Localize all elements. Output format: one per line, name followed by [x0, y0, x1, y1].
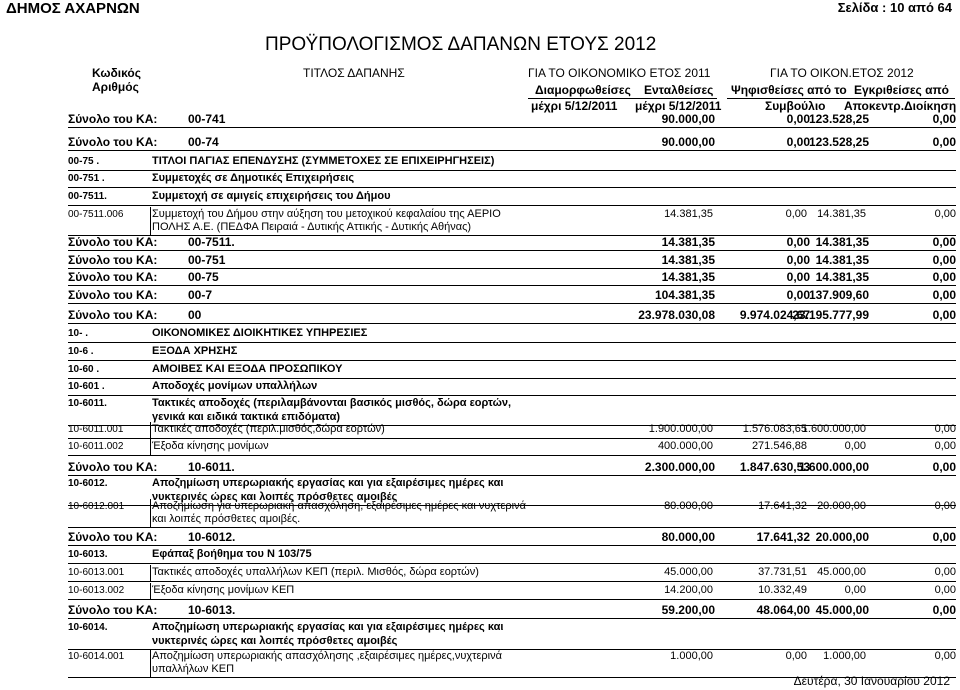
total-value: 59.200,00: [661, 603, 715, 617]
item-value: 0,00: [934, 500, 956, 512]
heading-row-rule: [68, 563, 956, 564]
item-value: 80.000,00: [664, 500, 713, 512]
heading-title: Συμμετοχή σε αμιγείς επιχειρήσεις του Δήμου: [152, 190, 391, 202]
total-label: Σύνολο του ΚΑ:: [68, 288, 158, 302]
total-code: 00-74: [188, 135, 219, 149]
total-value: 0,00: [932, 235, 956, 249]
heading-code: 10-601 .: [68, 381, 105, 392]
heading-title: ΕΞΟΔΑ ΧΡΗΣΗΣ: [152, 345, 238, 357]
page-number: Σελίδα : 10 από 64: [837, 0, 952, 15]
item-title-continued: ΠΟΛΗΣ Α.Ε. (ΠΕΔΦΑ Πειραιά - Δυτικής Αττικής - Δυτικής Αθήνας): [152, 221, 472, 233]
heading-title: Αποζημίωση υπερωριακής εργασίας και για εξαιρέσιμες ημέρες και: [152, 621, 504, 633]
total-value: 0,00: [932, 135, 956, 149]
total-code: 00: [188, 308, 202, 322]
item-value: 0,00: [785, 208, 807, 220]
total-value: 0,00: [932, 530, 956, 544]
heading-code: 10- .: [68, 328, 89, 339]
column-paid-date: μέχρι 5/12/2011: [635, 99, 722, 113]
total-value: 0,00: [786, 288, 810, 302]
column-council-label: Συμβούλιο: [765, 99, 826, 113]
total-value: 14.381,35: [661, 270, 715, 284]
item-value: 14.381,35: [664, 208, 713, 220]
item-title-continued: και λοιπές πρόσθετες αμοιβές.: [152, 513, 301, 525]
total-value: 0,00: [932, 460, 956, 474]
item-row-rule: [68, 581, 956, 582]
item-value: 0,00: [934, 208, 956, 220]
item-value: 17.641,32: [758, 500, 807, 512]
item-title: Τακτικές αποδοχές υπαλλήλων ΚΕΠ (περιλ. Μισθός, δώρα εορτών): [152, 566, 479, 578]
total-value: 90.000,00: [661, 112, 715, 126]
total-value: 0,00: [786, 112, 810, 126]
organization-name: ΔΗΜΟΣ ΑΧΑΡΝΩΝ: [6, 0, 140, 17]
total-row-rule: [68, 250, 956, 251]
total-value: 23.978.030,08: [638, 308, 715, 322]
total-code: 00-741: [188, 112, 226, 126]
heading-title: Εφάπαξ βοήθημα του Ν 103/75: [152, 548, 312, 560]
item-value: 0,00: [934, 440, 956, 452]
total-row-rule: [68, 303, 956, 304]
item-value: 1.576.083,65: [742, 423, 807, 435]
heading-title-continued: γενικά και ειδικά τακτικά επιδόματα): [152, 411, 340, 423]
column-voted-label: Ψηφισθείσες από το: [731, 83, 847, 97]
total-value: 17.641,32: [756, 530, 810, 544]
heading-title: ΑΜΟΙΒΕΣ ΚΑΙ ΕΞΟΔΑ ΠΡΟΣΩΠΙΚΟΥ: [152, 363, 343, 375]
item-value: 37.731,51: [758, 566, 807, 578]
item-row-rule: [68, 455, 956, 456]
item-title: Αποζημίωση για υπερωριακή απασχόληση, εξαιρέσιμες ημέρες και νυχτερινά: [152, 500, 526, 512]
total-value: 104.381,35: [654, 288, 715, 302]
total-value: 123.528,25: [808, 135, 869, 149]
heading-title: ΟΙΚΟΝΟΜΙΚΕΣ ΔΙΟΙΚΗΤΙΚΕΣ ΥΠΗΡΕΣΙΕΣ: [152, 327, 368, 339]
total-label: Σύνολο του ΚΑ:: [68, 270, 158, 284]
total-value: 23.195.777,99: [792, 308, 869, 322]
heading-code: 10-6013.: [68, 549, 108, 560]
heading-title: Συμμετοχές σε Δημοτικές Επιχειρήσεις: [152, 172, 355, 184]
total-value: 14.381,35: [815, 235, 869, 249]
item-code: 10-6013.002: [68, 585, 125, 596]
total-row-rule: [68, 127, 956, 128]
total-label: Σύνολο του ΚΑ:: [68, 135, 158, 149]
item-value: 400.000,00: [657, 440, 713, 452]
total-row-rule: [68, 323, 956, 324]
item-value: 14.200,00: [664, 584, 713, 596]
item-value: 0,00: [934, 423, 956, 435]
heading-code: 10-6 .: [68, 346, 94, 357]
heading-title: Αποδοχές μονίμων υπαλλήλων: [152, 380, 318, 392]
item-code: 10-6013.001: [68, 567, 125, 578]
item-title-divider: [150, 649, 497, 677]
total-value: 0,00: [786, 253, 810, 267]
item-value: 1.600.000,00: [801, 423, 866, 435]
total-value: 90.000,00: [661, 135, 715, 149]
item-value: 45.000,00: [664, 566, 713, 578]
item-value: 0,00: [934, 566, 956, 578]
item-row-rule: [68, 527, 956, 528]
total-value: 1.847.630,53: [739, 460, 810, 474]
column-fy2011-label: ΓΙΑ ΤΟ ΟΙΚΟΝΟΜΙΚΟ ΕΤΟΣ 2011: [528, 66, 711, 80]
item-value: 0,00: [934, 584, 956, 596]
total-row-rule: [68, 545, 956, 546]
header-underline-fy2012: [727, 98, 955, 99]
item-value: 14.381,35: [817, 208, 866, 220]
item-value: 0,00: [844, 440, 866, 452]
total-value: 123.528,25: [808, 112, 869, 126]
total-value: 0,00: [932, 253, 956, 267]
column-title-label: ΤΙΤΛΟΣ ΔΑΠΑΝΗΣ: [303, 66, 405, 80]
item-title: Έξοδα κίνησης μονίμων: [152, 440, 269, 452]
item-title-divider: [150, 207, 497, 235]
heading-title: ΤΙΤΛΟΙ ΠΑΓΙΑΣ ΕΠΕΝΔΥΣΗΣ (ΣΥΜΜΕΤΟΧΕΣ ΣΕ ΕΠΙΧΕΙΡΗΓΗΣΕΙΣ): [152, 155, 495, 167]
total-code: 00-751: [188, 253, 226, 267]
total-label: Σύνολο του ΚΑ:: [68, 235, 158, 249]
total-code: 10-6012.: [188, 530, 236, 544]
footer-date: Δευτέρα, 30 Ιανουαρίου 2012: [793, 674, 950, 688]
item-code: 00-7511.006: [68, 209, 124, 220]
total-value: 0,00: [932, 603, 956, 617]
total-row-rule: [68, 268, 956, 269]
total-row-rule: [68, 475, 956, 476]
total-code: 00-7: [188, 288, 213, 302]
total-code: 10-6013.: [188, 603, 236, 617]
heading-code: 00-751 .: [68, 173, 105, 184]
total-value: 20.000,00: [815, 530, 869, 544]
item-code: 10-6014.001: [68, 651, 125, 662]
heading-title-continued: νυκτερινές ώρες και λοιπές πρόσθετες αμοιβές: [152, 635, 398, 647]
item-value: 1.000,00: [823, 650, 866, 662]
total-row-rule: [68, 618, 956, 619]
total-value: 0,00: [932, 308, 956, 322]
item-title: Αποζημίωση υπερωριακής απασχόλησης ,εξαιρέσιμες ημέρες,νυχτερινά: [152, 650, 502, 662]
item-value: 45.000,00: [817, 566, 866, 578]
item-title-divider: [150, 422, 497, 438]
total-label: Σύνολο του ΚΑ:: [68, 460, 158, 474]
item-value: 1.900.000,00: [648, 423, 713, 435]
total-value: 137.909,60: [808, 288, 869, 302]
item-title: Έξοδα κίνησης μονίμων ΚΕΠ: [152, 584, 295, 596]
item-title-divider: [150, 439, 497, 455]
item-value: 10.332,49: [758, 584, 807, 596]
column-number-label: Αριθμός: [92, 80, 139, 94]
total-value: 14.381,35: [815, 270, 869, 284]
heading-row-rule: [68, 395, 956, 396]
total-value: 0,00: [786, 135, 810, 149]
total-code: 00-7511.: [188, 235, 235, 249]
total-value: 14.381,35: [815, 253, 869, 267]
header-underline-fy2011: [528, 98, 717, 99]
column-admin-label: Αποκεντρ.Διοίκηση: [844, 99, 957, 113]
total-value: 0,00: [786, 270, 810, 284]
item-value: 271.546,88: [751, 440, 807, 452]
column-formed-date: μέχρι 5/12/2011: [531, 99, 618, 113]
item-title-divider: [150, 565, 497, 581]
heading-code: 10-6012.: [68, 478, 108, 489]
item-title-divider: [150, 499, 497, 527]
item-value: 0,00: [934, 650, 956, 662]
total-row-rule: [68, 150, 956, 151]
heading-title: Τακτικές αποδοχές (περιλαμβάνονται βασικός μισθός, δώρα εορτών,: [152, 397, 512, 409]
column-code-label: Κωδικός: [92, 66, 142, 80]
heading-code: 00-75 .: [68, 156, 100, 167]
heading-row-rule: [68, 187, 956, 188]
column-approved-label: Εγκριθείσες από: [854, 83, 950, 97]
total-label: Σύνολο του ΚΑ:: [68, 112, 158, 126]
item-value: 0,00: [785, 650, 807, 662]
heading-row-rule: [68, 170, 956, 171]
item-title: Συμμετοχή του Δήμου στην αύξηση του μετοχικού κεφαλαίου της ΑΕΡΙΟ: [152, 208, 501, 220]
column-formed-label: Διαμορφωθείσες: [535, 83, 631, 97]
total-code: 10-6011.: [188, 460, 235, 474]
item-code: 10-6011.001: [68, 424, 124, 435]
heading-row-rule: [68, 342, 956, 343]
total-label: Σύνολο του ΚΑ:: [68, 603, 158, 617]
total-label: Σύνολο του ΚΑ:: [68, 253, 158, 267]
item-value: 1.000,00: [670, 650, 713, 662]
total-value: 0,00: [932, 270, 956, 284]
total-label: Σύνολο του ΚΑ:: [68, 530, 158, 544]
heading-row-rule: [68, 378, 956, 379]
heading-title-continued: νυκτερινές ώρες και λοιπές πρόσθετες αμοιβές: [152, 491, 398, 503]
item-value: 20.000,00: [817, 500, 866, 512]
total-code: 00-75: [188, 270, 219, 284]
item-code: 10-6011.002: [68, 441, 124, 452]
total-value: 0,00: [786, 235, 810, 249]
item-value: 0,00: [844, 584, 866, 596]
heading-code: 10-60 .: [68, 364, 100, 375]
heading-row-rule: [68, 360, 956, 361]
item-row-rule: [68, 599, 956, 600]
heading-title: Αποζημίωση υπερωριακής εργασίας και για εξαιρέσιμες ημέρες και: [152, 477, 504, 489]
total-value: 14.381,35: [661, 235, 715, 249]
total-value: 45.000,00: [815, 603, 869, 617]
total-value: 1.600.000,00: [798, 460, 869, 474]
total-label: Σύνολο του ΚΑ:: [68, 308, 158, 322]
column-fy2012-label: ΓΙΑ ΤΟ ΟΙΚΟΝ.ΕΤΟΣ 2012: [770, 66, 914, 80]
total-value: 0,00: [932, 288, 956, 302]
heading-code: 10-6014.: [68, 622, 108, 633]
total-value: 48.064,00: [756, 603, 810, 617]
total-value: 14.381,35: [661, 253, 715, 267]
total-value: 0,00: [932, 112, 956, 126]
heading-code: 00-7511.: [68, 191, 107, 202]
item-title-continued: υπαλλήλων ΚΕΠ: [152, 663, 235, 675]
column-paid-label: Ενταλθείσες: [644, 83, 714, 97]
total-row-rule: [68, 285, 956, 286]
total-value: 80.000,00: [661, 530, 715, 544]
item-title: Τακτικές αποδοχές (περιλ.μισθός,δώρα εορτών): [152, 423, 385, 435]
total-value: 9.974.024,67: [739, 308, 810, 322]
page-title: ΠΡΟΫΠΟΛΟΓΙΣΜΟΣ ΔΑΠΑΝΩΝ ΕΤΟΥΣ 2012: [265, 34, 657, 55]
heading-row-rule: [68, 205, 956, 206]
item-code: 10-6012.001: [68, 501, 125, 512]
item-title-divider: [150, 583, 497, 599]
heading-code: 10-6011.: [68, 398, 107, 409]
total-value: 2.300.000,00: [644, 460, 715, 474]
